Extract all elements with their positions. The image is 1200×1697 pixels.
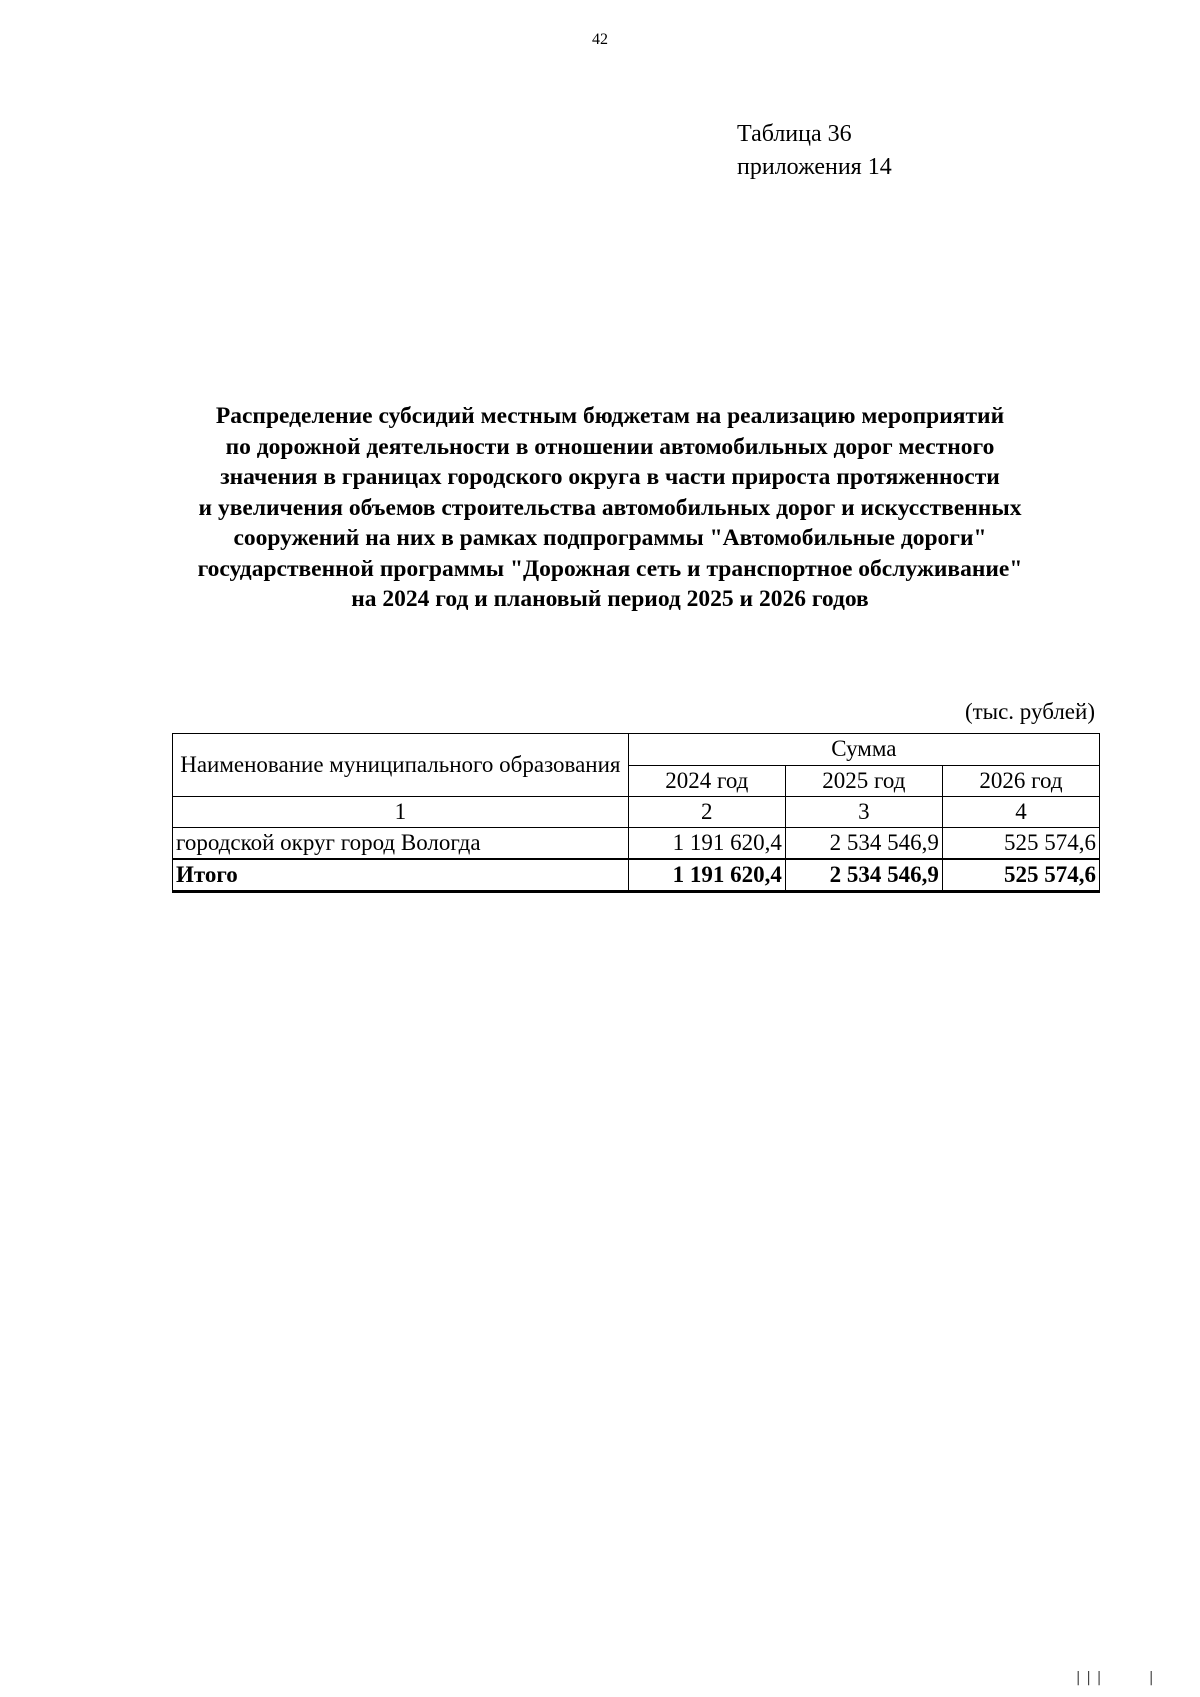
- title-line: государственной программы "Дорожная сеть и транспортное обслуживание": [197, 555, 1023, 582]
- page-number: 42: [592, 31, 608, 48]
- table-row: [173, 828, 1100, 860]
- table-reference-line-1: Таблица 36: [737, 121, 852, 147]
- title-line: сооружений на них в рамках подпрограммы "Автомобильные дороги": [233, 525, 987, 551]
- header-year-2025: 2025 год: [785, 765, 942, 797]
- column-number: 1: [173, 797, 629, 828]
- header-municipality-name: Наименование муниципального образования: [173, 734, 629, 797]
- title-line: значения в границах городского округа в части прироста протяженности: [220, 464, 1000, 490]
- column-number: 4: [942, 797, 1099, 828]
- header-year-2024: 2024 год: [628, 765, 785, 797]
- column-number-row: [173, 797, 1100, 828]
- total-label-cell: Итого: [173, 859, 629, 892]
- scan-artifact-marks: ||| |: [1074, 1670, 1158, 1686]
- header-sum: Сумма: [628, 734, 1099, 766]
- document-title: [160, 401, 1060, 615]
- units-label: (тыс. рублей): [964, 699, 1095, 724]
- total-row: [173, 859, 1100, 892]
- total-cell-2026: 525 574,6: [942, 859, 1099, 892]
- title-line: и увеличения объемов строительства автомобильных дорог и искусственных: [198, 494, 1022, 521]
- header-row: [173, 734, 1100, 766]
- distribution-table: [172, 733, 1100, 893]
- total-cell-2025: 2 534 546,9: [785, 859, 942, 892]
- municipality-name-cell: городской округ город Вологда: [173, 828, 629, 860]
- value-cell-2024: 1 191 620,4: [628, 828, 785, 860]
- value-cell-2026: 525 574,6: [942, 828, 1099, 860]
- title-line: на 2024 год и плановый период 2025 и 2026 годов: [351, 586, 869, 612]
- header-year-2026: 2026 год: [942, 765, 1099, 797]
- title-line: Распределение субсидий местным бюджетам на реализацию мероприятий: [215, 403, 1005, 429]
- value-cell-2025: 2 534 546,9: [785, 828, 942, 860]
- title-line: по дорожной деятельности в отношении автомобильных дорог местного: [225, 433, 995, 460]
- table-reference-line-2: приложения 14: [737, 154, 892, 180]
- table-reference: [737, 118, 892, 184]
- total-cell-2024: 1 191 620,4: [628, 859, 785, 892]
- column-number: 3: [785, 797, 942, 828]
- column-number: 2: [628, 797, 785, 828]
